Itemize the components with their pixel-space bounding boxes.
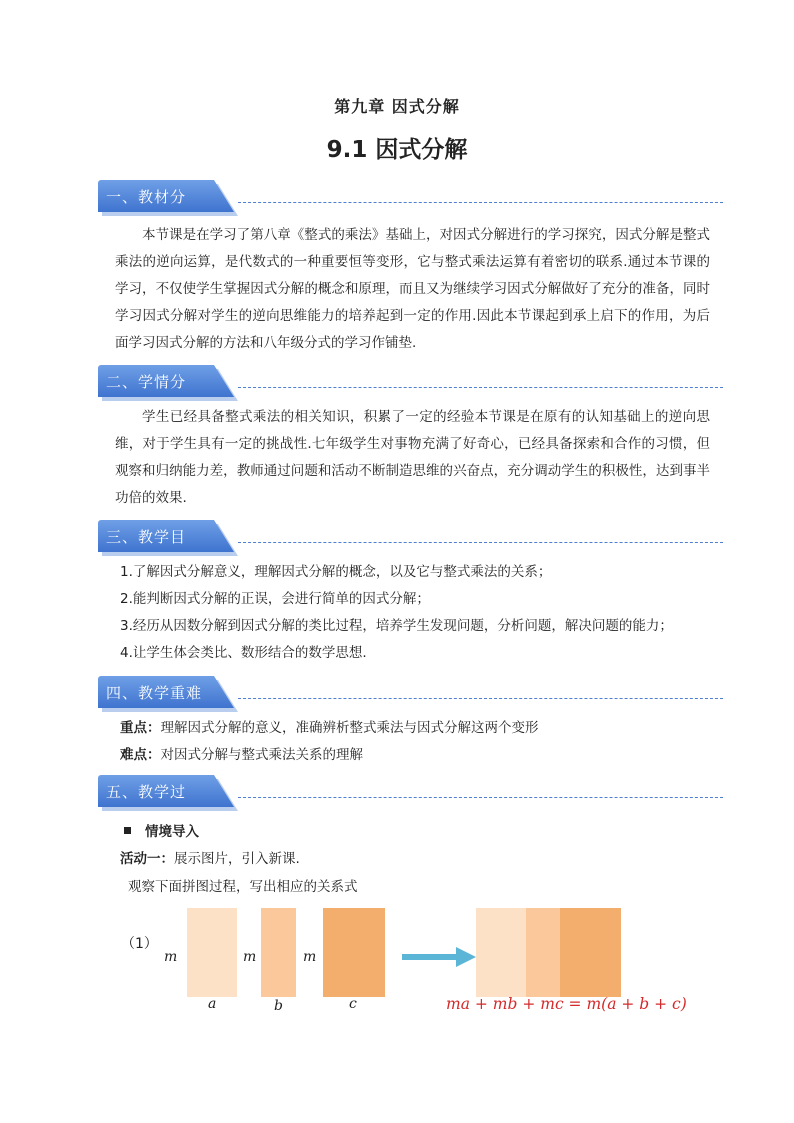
rect-mc [323, 908, 385, 997]
figure-number: （1） [121, 936, 158, 952]
section-header-key-points [98, 676, 723, 710]
square-bullet-icon [124, 827, 131, 834]
activity-text: 展示图片，引入新课. [174, 851, 300, 867]
key-point-row [120, 715, 720, 742]
rect-ma [187, 908, 237, 997]
section-header-teaching-process [98, 775, 723, 809]
chapter-title: 第九章 因式分解 [334, 97, 460, 116]
rect-mb [261, 908, 296, 997]
bullet-heading-text: 情境导入 [145, 824, 199, 840]
material-analysis-paragraph: 本节课是在学习了第八章《整式的乘法》基础上，对因式分解进行的学习探究，因式分解是整式乘法的逆向运算，是代数式的一种重要恒等变形，它与整式乘法运算有着密切的联系.通过本节课的学习，不仅使学生掌握因式分解的概念和原理，而且又为继续学习因式分解做好了充分的准备，同时学习因式分解对学生的逆向思维能力的培养起到一定的作用.因此本节课起到承上启下的作用，为后面学习因式分解的方法和八年级分式的学习作铺垫. [115, 227, 710, 351]
difficulty-row [120, 742, 720, 769]
right-arrow-icon [402, 946, 476, 968]
key-points-block [120, 715, 720, 769]
lesson-title: 9.1 因式分解 [326, 137, 468, 163]
observe-instruction: 观察下面拼图过程，写出相应的关系式 [128, 879, 358, 895]
list-item: 2.能判断因式分解的正误，会进行简单的因式分解； [120, 591, 430, 607]
dashed-divider [238, 202, 723, 203]
label-m-1: m [164, 949, 178, 965]
list-item: 4.让学生体会类比、数形结合的数学思想. [120, 645, 367, 661]
factorization-formula: ma + mb + mc = m(a + b + c) [446, 995, 687, 1013]
activity-line [120, 847, 300, 867]
section-label: 五、教学过 [106, 783, 187, 801]
label-m-3: m [303, 949, 317, 965]
label-b: b [274, 998, 283, 1014]
section-label: 一、教材分 [106, 188, 187, 206]
combined-rect [476, 908, 621, 997]
difficulty-text: 对因式分解与整式乘法关系的理解 [160, 747, 363, 763]
label-c: c [349, 996, 357, 1012]
label-a: a [208, 996, 217, 1012]
difficulty-label: 难点： [120, 747, 161, 763]
section-label: 四、教学重难 [106, 684, 203, 702]
section-header-material-analysis [98, 180, 723, 214]
list-item: 1.了解因式分解意义，理解因式分解的概念，以及它与整式乘法的关系； [120, 564, 552, 580]
combined-part-c [560, 908, 621, 997]
teaching-goals-list [120, 559, 720, 667]
section-header-teaching-goals [98, 520, 723, 554]
bullet-heading [124, 820, 199, 840]
section-header-student-analysis [98, 365, 723, 399]
activity-label: 活动一： [120, 851, 174, 867]
label-m-2: m [243, 949, 257, 965]
dashed-divider [238, 542, 723, 543]
dashed-divider [238, 698, 723, 699]
key-point-text: 理解因式分解的意义，准确辨析整式乘法与因式分解这两个变形 [160, 720, 539, 736]
list-item: 3.经历从因数分解到因式分解的类比过程，培养学生发现问题，分析问题，解决问题的能力； [120, 618, 673, 634]
combined-part-b [526, 908, 560, 997]
dashed-divider [238, 797, 723, 798]
key-point-label: 重点： [120, 720, 161, 736]
section-label: 二、学情分 [106, 373, 187, 391]
student-analysis-paragraph: 学生已经具备整式乘法的相关知识，积累了一定的经验本节课是在原有的认知基础上的逆向思维，对于学生具有一定的挑战性.七年级学生对事物充满了好奇心，已经具备探索和合作的习惯，但观察和归纳能力差，教师通过问题和活动不断制造思维的兴奋点，充分调动学生的积极性，达到事半功倍的效果. [115, 409, 710, 506]
dashed-divider [238, 387, 723, 388]
section-label: 三、教学目 [106, 528, 187, 546]
combined-part-a [476, 908, 526, 997]
